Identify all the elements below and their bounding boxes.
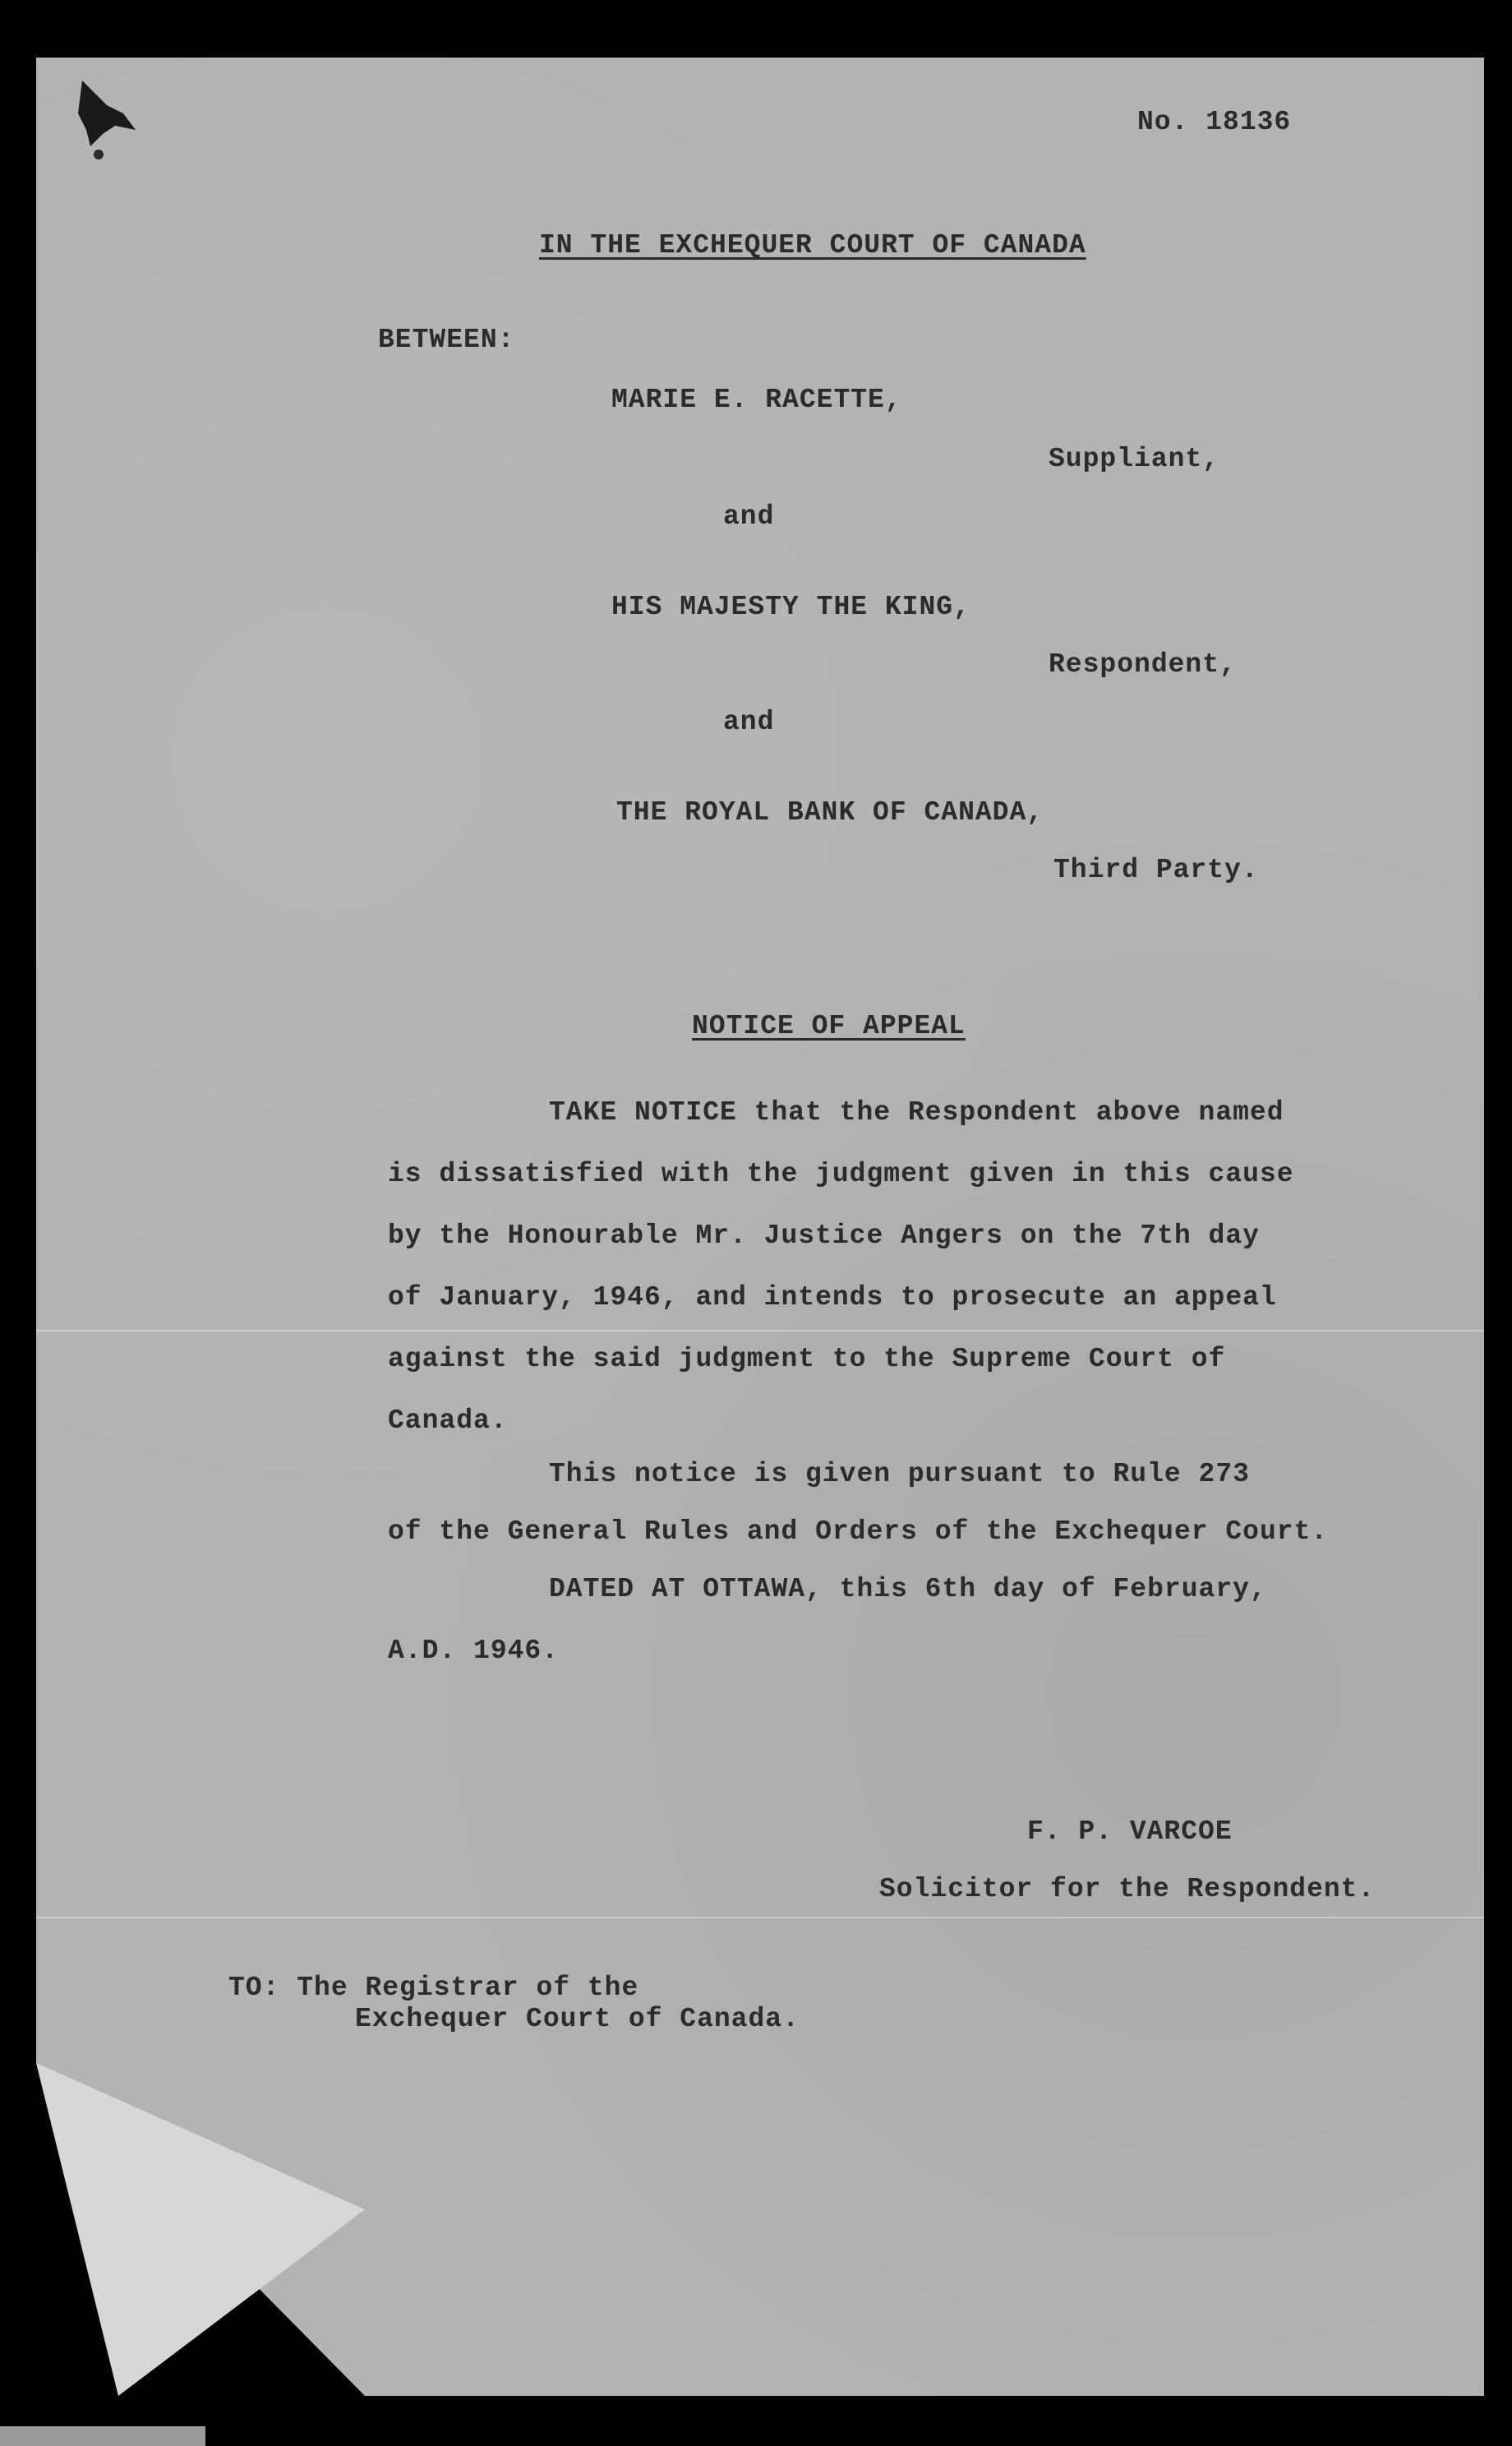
body-line: against the said judgment to the Supreme Court of: [388, 1344, 1226, 1374]
connector-and: and: [723, 707, 775, 737]
addressee-line: TO: The Registrar of the: [228, 1973, 639, 2003]
document-page: [36, 58, 1484, 2396]
fold-line: [36, 1330, 1484, 1331]
signature-title: Solicitor for the Respondent.: [879, 1874, 1376, 1904]
body-line: by the Honourable Mr. Justice Angers on the 7th day: [388, 1221, 1260, 1251]
body-line: Canada.: [388, 1405, 508, 1436]
between-label: BETWEEN:: [378, 325, 515, 355]
connector-and: and: [723, 501, 775, 532]
addressee-line: Exchequer Court of Canada.: [355, 2004, 800, 2034]
party-role-suppliant: Suppliant,: [1049, 444, 1220, 474]
body-line: is dissatisfied with the judgment given in this cause: [388, 1159, 1294, 1189]
body-line: of the General Rules and Orders of the Exchequer Court.: [388, 1516, 1329, 1547]
body-line: DATED AT OTTAWA, this 6th day of February,: [549, 1574, 1267, 1604]
body-line: TAKE NOTICE that the Respondent above named: [549, 1097, 1284, 1128]
body-line: This notice is given pursuant to Rule 273: [549, 1459, 1250, 1489]
body-line: A.D. 1946.: [388, 1636, 560, 1666]
party-name-suppliant: MARIE E. RACETTE,: [611, 385, 902, 415]
party-role-third-party: Third Party.: [1053, 855, 1259, 885]
file-number: No. 18136: [1137, 107, 1292, 137]
court-heading: IN THE EXCHEQUER COURT OF CANADA: [539, 230, 1086, 261]
fold-line: [36, 1917, 1484, 1918]
notice-title: NOTICE OF APPEAL: [692, 1011, 966, 1041]
scan-border: [0, 2408, 1512, 2446]
body-line: of January, 1946, and intends to prosecute an appeal: [388, 1282, 1277, 1313]
party-role-respondent: Respondent,: [1049, 649, 1237, 680]
scan-tab: [0, 2426, 205, 2446]
party-name-respondent: HIS MAJESTY THE KING,: [611, 592, 970, 622]
signature-name: F. P. VARCOE: [1027, 1816, 1233, 1847]
party-name-third-party: THE ROYAL BANK OF CANADA,: [616, 797, 1044, 828]
ink-blot-mark: [66, 72, 156, 171]
